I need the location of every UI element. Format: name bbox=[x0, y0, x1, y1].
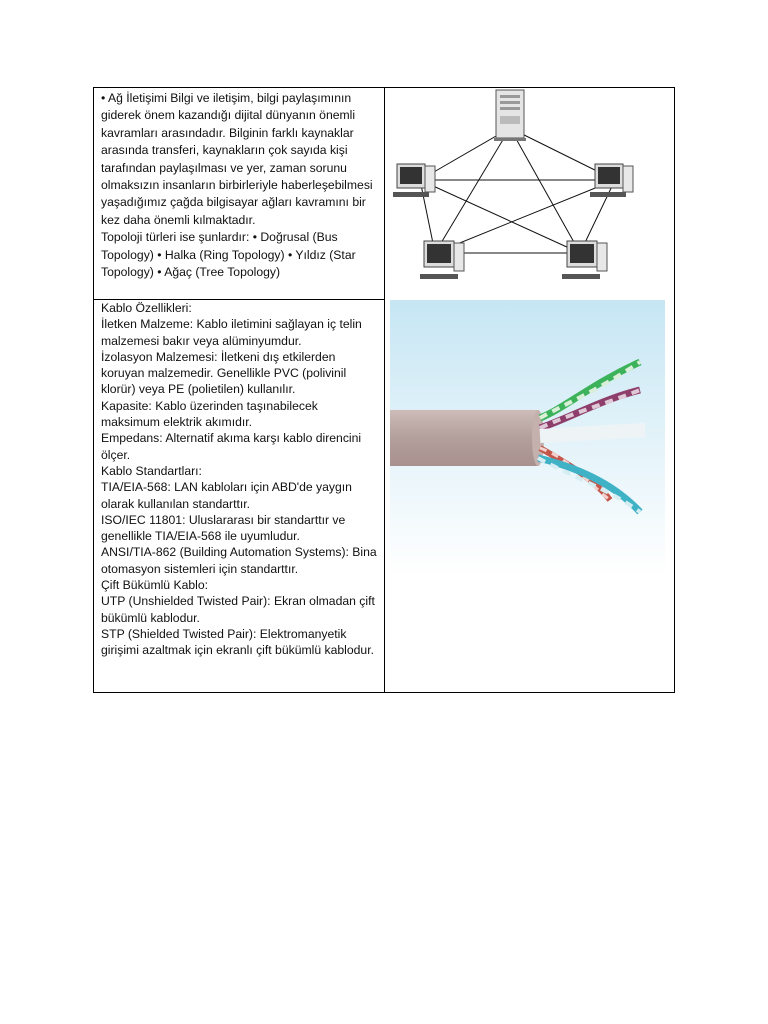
column-divider bbox=[384, 88, 385, 692]
computer-icon bbox=[562, 241, 607, 279]
computer-icon bbox=[590, 164, 633, 197]
content-table bbox=[93, 87, 675, 693]
computer-icon bbox=[420, 241, 464, 279]
server-icon bbox=[494, 90, 526, 141]
network-topology-image bbox=[390, 88, 670, 297]
cable-properties-text: Kablo Özellikleri: İletken Malzeme: Kablo iletimini sağlayan iç telin malzemesi bakır veya alüminyumdur. İzolasyon Malzemesi: İletkeni dış etkilerden koruyan malzemedir. Genellikle PVC (polivinil klorür) veya PE (polietilen) kullanılır. Kapasite: Kablo üzerinden taşınabilecek maksimum elektrik akımıdır. Empedans: Alternatif akıma karşı kablo direncini ölçer. Kablo Standartları: TIA/EIA-568: LAN kabloları için ABD'de yaygın olarak kullanılan standarttır. ISO/IEC 11801: Uluslararası bir standarttır ve genellikle TIA/EIA-568 ile uyumludur. ANSI/TIA-862 (Building Automation Systems): Bina otomasyon sistemleri için standarttır. Çift Bükümlü Kablo: UTP (Unshielded Twisted Pair): Ekran olmadan çift bükümlü kablodur. STP (Shielded Twisted Pair): Elektromanyetik girişimi azaltmak için ekranlı çift bükümlü kablodur. bbox=[101, 301, 377, 658]
computer-icon bbox=[393, 164, 435, 197]
network-intro-text: • Ağ İletişimi Bilgi ve iletişim, bilgi paylaşımının giderek önem kazandığı dijital dünyanın önemli kavramları arasındadır. Bilginin farklı kaynaklar arasında transferi, kaynakların çok sayıda kişi tarafından paylaşılması ve yer, zaman sorunu olmaksızın insanların birbirleriyle haberleşebilmesi yaşadığımız çağda bilgisayar ağları kavramını bir kez daha önemli kılmaktadır. Topoloji türleri ise şunlardır: • Doğrusal (Bus Topology) • Halka (Ring Topology) • Yıldız (Star Topology) • Ağaç (Tree Topology) bbox=[101, 91, 373, 280]
twisted-pair-cable-image bbox=[390, 300, 665, 577]
